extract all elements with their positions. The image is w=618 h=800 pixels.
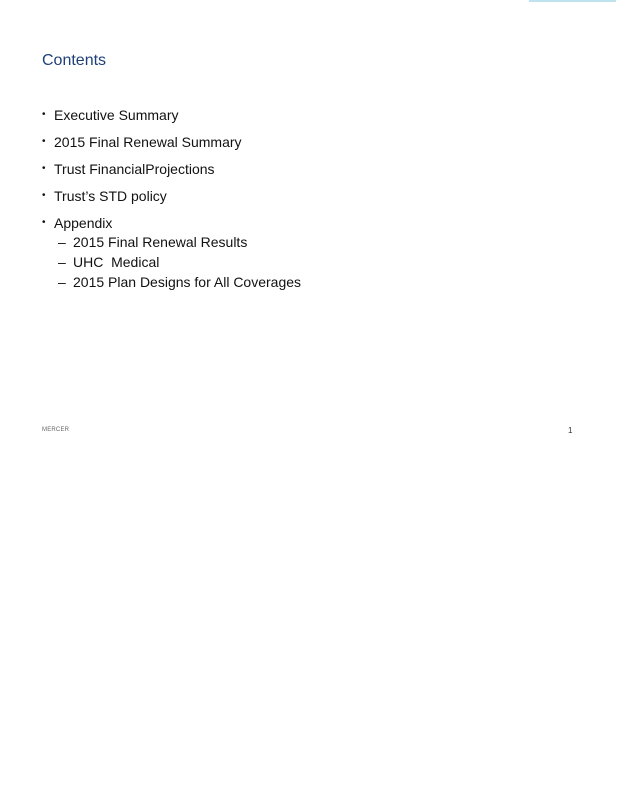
appendix-subitems bbox=[42, 232, 301, 292]
page-number: 1 bbox=[568, 426, 573, 435]
bullet-icon: • bbox=[42, 163, 46, 174]
dash-icon: – bbox=[58, 274, 66, 290]
bullet-icon: • bbox=[42, 136, 46, 147]
toc-item-financial-projections bbox=[42, 160, 301, 178]
toc-subitem-plan-designs bbox=[58, 272, 301, 292]
toc-item-renewal-summary bbox=[42, 133, 301, 151]
table-of-contents bbox=[42, 106, 301, 292]
toc-item-std-policy bbox=[42, 187, 301, 205]
toc-item-executive-summary bbox=[42, 106, 301, 124]
toc-item-label: Appendix bbox=[54, 215, 113, 231]
toc-subitem-renewal-results bbox=[58, 232, 301, 252]
dash-icon: – bbox=[58, 254, 66, 270]
toc-item-label: Executive Summary bbox=[54, 107, 179, 123]
toc-item-appendix bbox=[42, 214, 301, 232]
bullet-icon: • bbox=[42, 109, 46, 120]
footer-brand: MERCER bbox=[42, 427, 70, 433]
toc-subitem-uhc-medical bbox=[58, 252, 301, 272]
bullet-icon: • bbox=[42, 217, 46, 228]
toc-item-label: Trust’s STD policy bbox=[54, 188, 167, 204]
bullet-icon: • bbox=[42, 190, 46, 201]
top-accent-bar bbox=[529, 0, 616, 2]
toc-item-label: Trust FinancialProjections bbox=[54, 161, 215, 177]
page-title: Contents bbox=[42, 52, 107, 69]
toc-subitem-label: 2015 Plan Designs for All Coverages bbox=[73, 274, 302, 290]
dash-icon: – bbox=[58, 234, 66, 250]
toc-subitem-label: 2015 Final Renewal Results bbox=[73, 234, 248, 250]
toc-item-label: 2015 Final Renewal Summary bbox=[54, 134, 242, 150]
toc-subitem-label: UHC Medical bbox=[73, 254, 160, 270]
